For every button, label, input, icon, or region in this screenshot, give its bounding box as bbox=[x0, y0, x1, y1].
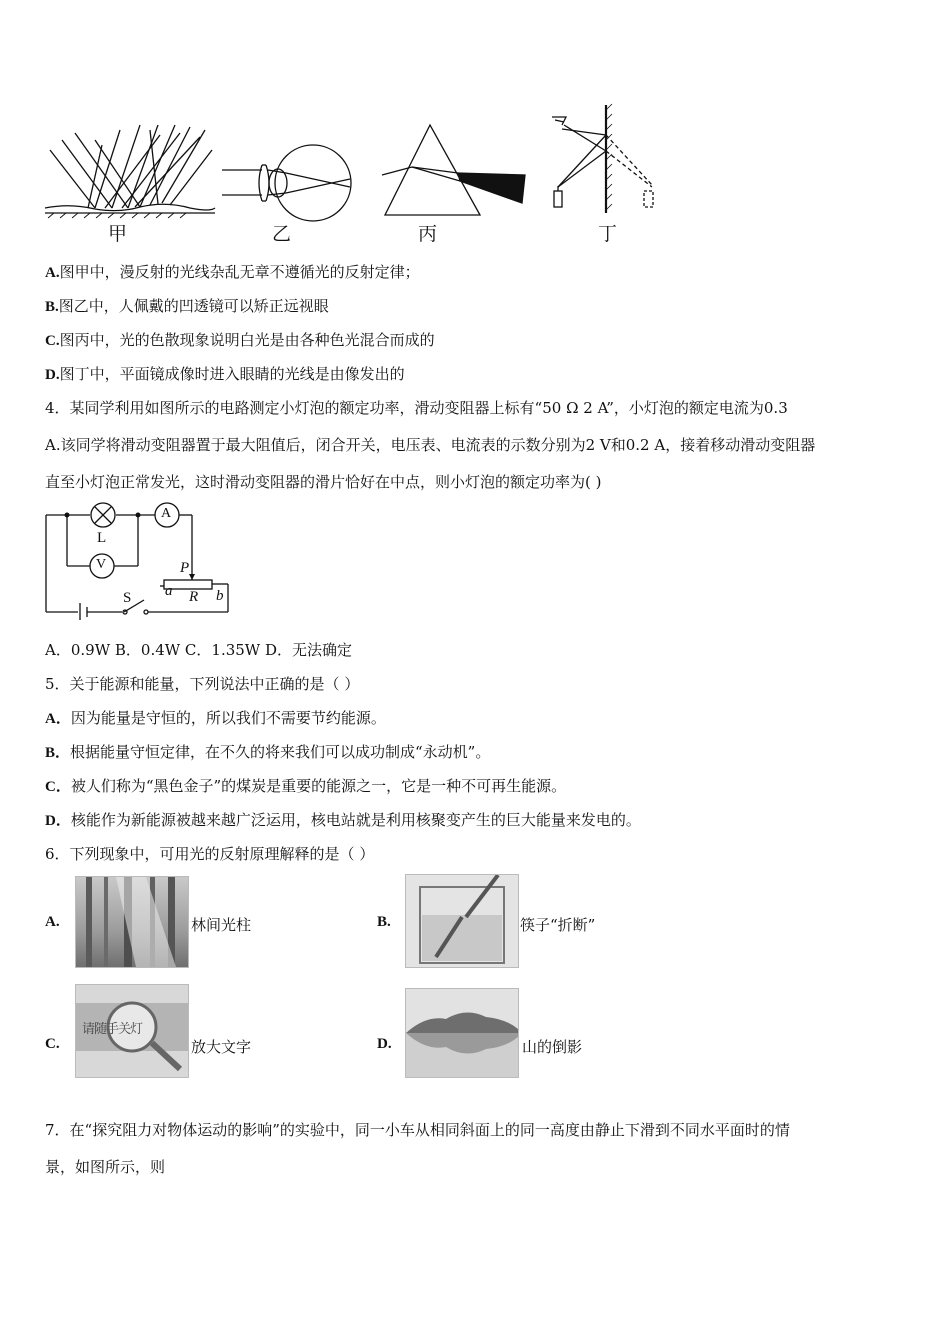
figure-prism bbox=[382, 125, 525, 215]
q6-stem: 6．下列现象中，可用光的反射原理解释的是（ ） bbox=[45, 845, 375, 863]
q6-caption-d: 山的倒影 bbox=[522, 1038, 583, 1056]
q4-circuit-diagram bbox=[40, 500, 240, 620]
q3-option-a: A.图甲中，漫反射的光线杂乱无章不遵循光的反射定律； bbox=[45, 263, 420, 281]
figure-row bbox=[40, 95, 680, 250]
q5-option-a: A．因为能量是守恒的，所以我们不需要节约能源。 bbox=[45, 709, 386, 727]
figure-plane-mirror bbox=[552, 104, 653, 213]
q4-options: A．0.9W B．0.4W C．1.35W D．无法确定 bbox=[45, 641, 353, 659]
q4-stem-line2: A.该同学将滑动变阻器置于最大阻值后，闭合开关，电压表、电流表的示数分别为2 V和0.2 A，接着移动滑动变阻器 bbox=[45, 436, 816, 454]
chopstick-in-water-image bbox=[405, 874, 519, 968]
q3-option-d: D.图丁中，平面镜成像时进入眼睛的光线是由像发出的 bbox=[45, 365, 405, 383]
figure-eye-lens bbox=[222, 145, 351, 221]
q5-option-b: B．根据能量守恒定律，在不久的将来我们可以成功制成“永动机”。 bbox=[45, 743, 491, 761]
optics-figures bbox=[40, 95, 680, 250]
figure-diffuse-reflection bbox=[45, 125, 215, 218]
q7-stem-line2: 景，如图所示，则 bbox=[45, 1158, 166, 1176]
q5-option-d: D．核能作为新能源被越来越广泛运用，核电站就是利用核聚变产生的巨大能量来发电的。 bbox=[45, 811, 641, 829]
figure-label-bing: 丙 bbox=[418, 223, 438, 245]
q5-stem: 5．关于能源和能量，下列说法中正确的是（ ） bbox=[45, 675, 360, 693]
q3-option-b: B.图乙中，人佩戴的凹透镜可以矫正远视眼 bbox=[45, 297, 329, 315]
figure-label-yi: 乙 bbox=[272, 223, 292, 245]
q6-letter-b: B. bbox=[377, 914, 391, 930]
q6-caption-c: 放大文字 bbox=[191, 1038, 252, 1056]
q6-letter-a: A. bbox=[45, 914, 60, 930]
q6-caption-a: 林间光柱 bbox=[191, 916, 252, 934]
q4-stem-line1: 4．某同学利用如图所示的电路测定小灯泡的额定功率，滑动变阻器上标有“50 Ω 2 A”，小灯泡的额定电流为0.3 bbox=[45, 399, 788, 417]
q6-caption-b: 筷子“折断” bbox=[520, 916, 596, 934]
lamp-label: L bbox=[97, 530, 107, 546]
q5-option-c: C．被人们称为“黑色金子”的煤炭是重要的能源之一，它是一种不可再生能源。 bbox=[45, 777, 567, 795]
q7-stem-line1: 7．在“探究阻力对物体运动的影响”的实验中，同一小车从相同斜面上的同一高度由静止下滑到不同水平面时的情 bbox=[45, 1121, 790, 1139]
figure-label-ding: 丁 bbox=[598, 223, 618, 245]
q4-stem-line3: 直至小灯泡正常发光，这时滑动变阻器的滑片恰好在中点，则小灯泡的额定功率为( ) bbox=[45, 473, 602, 491]
magnifier-sign-image bbox=[75, 984, 189, 1078]
forest-light-image bbox=[75, 876, 189, 968]
ammeter-label: A bbox=[161, 506, 172, 521]
end-a-label: a bbox=[165, 583, 173, 599]
end-b-label: b bbox=[216, 588, 224, 604]
q3-option-c: C.图丙中，光的色散现象说明白光是由各种色光混合而成的 bbox=[45, 331, 435, 349]
sign-text: 请随手关灯 bbox=[82, 1022, 143, 1037]
q6-letter-c: C. bbox=[45, 1036, 60, 1052]
resistor-label: R bbox=[189, 589, 199, 605]
q6-letter-d: D. bbox=[377, 1036, 392, 1052]
figure-label-jia: 甲 bbox=[108, 223, 128, 245]
voltmeter-label: V bbox=[96, 557, 107, 572]
switch-label: S bbox=[123, 590, 132, 606]
mountain-reflection-image bbox=[405, 988, 519, 1078]
slider-label: P bbox=[180, 560, 190, 576]
